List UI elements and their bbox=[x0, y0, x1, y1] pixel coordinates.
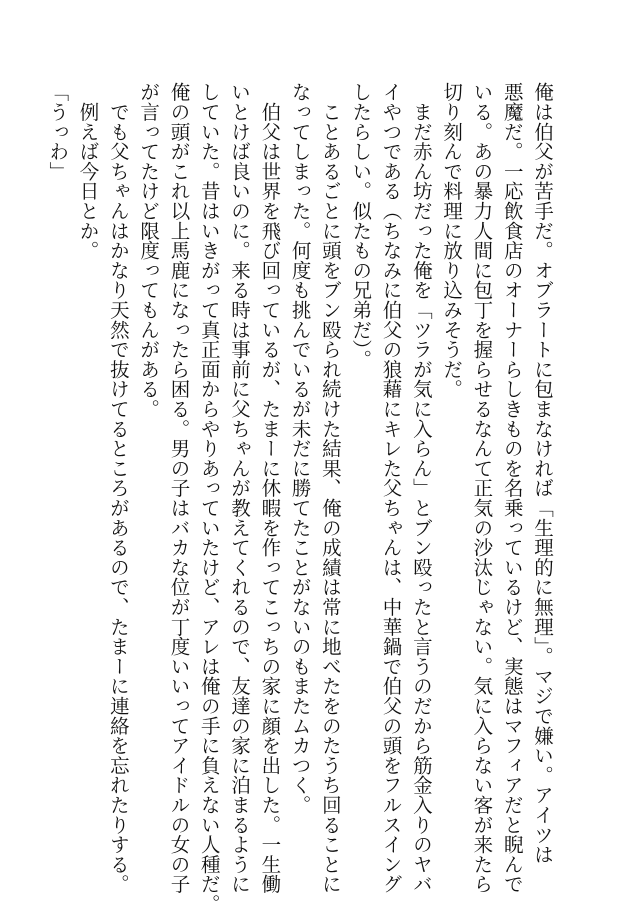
text-line: 「うっわ」 bbox=[46, 82, 70, 181]
text-line: 伯父は世界を飛び回っているが、たまーに休暇を作ってこっちの家に顔を出した。一生働 bbox=[258, 82, 282, 894]
text-line: していた。昔はいきがって真正面からやりあっていたけど、アレは俺の手に負えない人種だ。 bbox=[197, 82, 221, 914]
text-line: 悪魔だ。一応飲食店のオーナーらしきものを名乗っているけど、実態はマフィアだと睨んで bbox=[500, 82, 524, 894]
text-line: したらしい。似たもの兄弟だ）。 bbox=[349, 82, 373, 370]
text-line: が言ってたけど限度ってもんがある。 bbox=[137, 82, 161, 419]
text-line: いる。あの暴力人間に包丁を握らせるなんて正気の沙汰じゃない。気に入らない客が来たら bbox=[470, 82, 494, 894]
text-line: 俺は伯父が苦手だ。オブラートに包まなければ「生理的に無理」。マジで嫌い。アイツは bbox=[531, 82, 554, 865]
text-line: でも父ちゃんはかなり天然で抜けてるところがあるので、たまーに連絡を忘れたりする。 bbox=[106, 82, 130, 894]
vertical-text-block bbox=[46, 82, 557, 914]
text-line: ことあるごとに頭をブン殴られ続けた結果、俺の成績は常に地べたをのたうち回ることに bbox=[318, 82, 342, 894]
text-line: 例えば今日とか。 bbox=[76, 82, 100, 261]
text-line: なってしまった。何度も挑んでいるが未だに勝てたことがないのもまたムカつく。 bbox=[288, 82, 312, 815]
text-line: 切り刻んで料理に放り込みそうだ。 bbox=[440, 82, 464, 399]
text-line: いとけば良いのに。来る時は事前に父ちゃんが教えてくれるので、友達の家に泊まるように bbox=[228, 82, 252, 894]
text-line: まだ赤ん坊だった俺を「ツラが気に入らん」とブン殴ったと言うのだから筋金入りのヤバ bbox=[409, 82, 433, 894]
text-line: イやつである（ちなみに伯父の狼藉にキレた父ちゃんは、中華鍋で伯父の頭をフルスイング bbox=[379, 82, 403, 894]
text-line: 俺の頭がこれ以上馬鹿になったら困る。男の子はバカな位が丁度いいってアイドルの女の子 bbox=[167, 82, 191, 894]
